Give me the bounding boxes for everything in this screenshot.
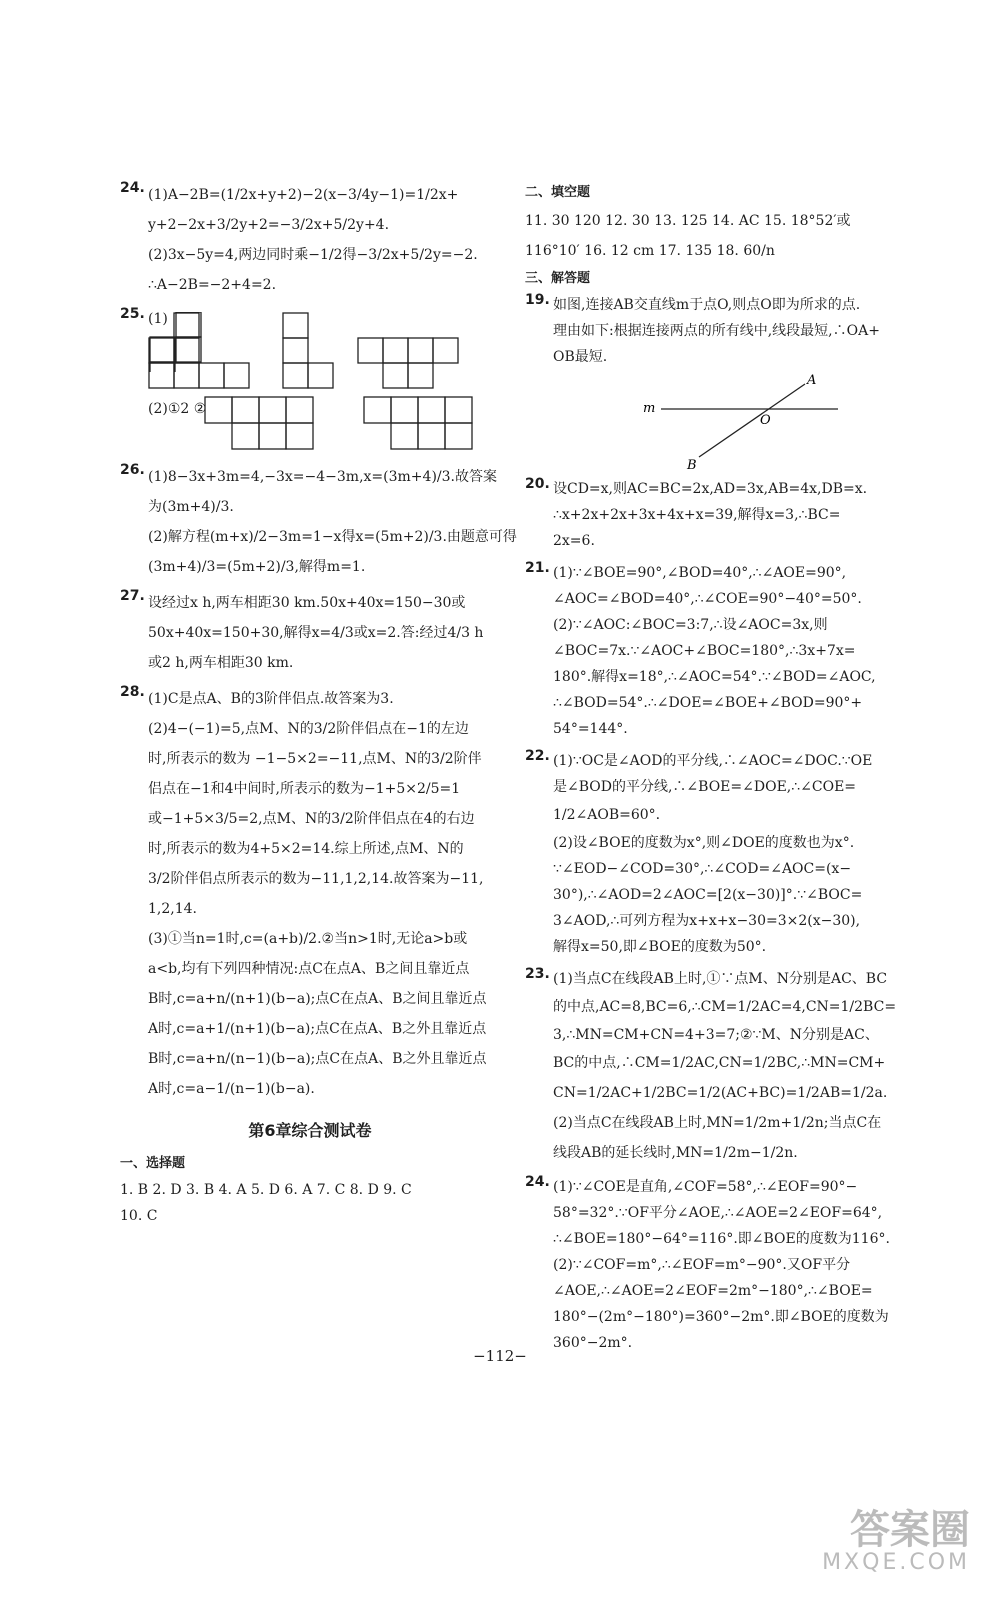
- question-25: [120, 306, 500, 456]
- answer-line: A时,c=a−1/(n−1)(b−a).: [148, 1081, 315, 1097]
- question-24-left: [120, 180, 500, 300]
- section-heading-fill: 二、填空题: [525, 185, 591, 200]
- answer-line: 时,所表示的数为 −1−5×2=−11,点M、N的3/2阶伴: [148, 751, 482, 767]
- answer-line: ∴∠BOD=54°.∴∠DOE=∠BOE+∠BOD=90°+: [553, 695, 863, 711]
- answer-line: 理由如下:根据连接两点的所有线中,线段最短,∴OA+: [553, 323, 880, 339]
- question-26: [120, 462, 517, 582]
- question-number: 22.: [525, 748, 550, 764]
- page-number: −112−: [473, 1347, 527, 1365]
- answer-line: 30°),∴∠AOD=2∠AOC=[2(x−30)]°.∵∠BOC=: [553, 887, 863, 903]
- answer-line: (1)8−3x+3m=4,−3x=−4−3m,x=(3m+4)/3.故答案: [148, 469, 497, 485]
- answer-line: 为(3m+4)/3.: [148, 499, 234, 515]
- answer-line: OB最短.: [553, 349, 608, 365]
- label-a: A: [807, 373, 817, 388]
- answer-line: A时,c=a+1/(n+1)(b−a);点C在点A、B之外且靠近点: [148, 1021, 487, 1037]
- question-number: 25.: [120, 306, 145, 322]
- label-m: m: [643, 401, 656, 416]
- answer-line: 180°.解得x=18°,∴∠AOC=54°.∵∠BOD=∠AOC,: [553, 669, 876, 685]
- answer-line: ∠AOE,∴∠AOE=2∠EOF=2m°−180°,∴∠BOE=: [553, 1283, 873, 1299]
- answer-line: y+2−2x+3/2y+2=−3/2x+5/2y+4.: [148, 217, 390, 233]
- answer-line: a<b,均有下列四种情况:点C在点A、B之间且靠近点: [148, 961, 470, 977]
- question-number: 20.: [525, 476, 550, 492]
- question-23: [525, 966, 900, 1168]
- question-19: [525, 292, 900, 470]
- answer-line: (1)∵OC是∠AOD的平分线,∴∠AOC=∠DOC.∵OE: [553, 753, 873, 769]
- question-number: 21.: [525, 560, 550, 576]
- question-24-right: [525, 1174, 900, 1356]
- answer-line: 线段AB的延长线时,MN=1/2m−1/2n.: [553, 1145, 798, 1161]
- question-28: [120, 684, 500, 1104]
- answer-line: ∠AOC=∠BOD=40°,∴∠COE=90°−40°=50°.: [553, 591, 862, 607]
- question-number: 24.: [525, 1174, 550, 1190]
- answer-line: (2)∵∠COF=m°,∴∠EOF=m°−90°.又OF平分: [553, 1257, 851, 1273]
- section-heading-choice: 一、选择题: [120, 1156, 186, 1171]
- answer-line: (1)∵∠COE是直角,∠COF=58°,∴∠EOF=90°−: [553, 1179, 858, 1195]
- choice-answers-line: 10. C: [120, 1208, 158, 1224]
- answer-line: ∠BOC=7x.∵∠AOC+∠BOC=180°,∴3x+7x=: [553, 643, 856, 659]
- left-column: [120, 180, 517, 1229]
- question-number: 23.: [525, 966, 550, 982]
- answer-line: 的中点,AC=8,BC=6,∴CM=1/2AC=4,CN=1/2BC=: [553, 999, 897, 1015]
- answer-line: 时,所表示的数为4+5×2=14.综上所述,点M、N的: [148, 841, 464, 857]
- answer-line: 180°−(2m°−180°)=360°−2m°.即∠BOE的度数为: [553, 1309, 889, 1325]
- answer-line: 2x=6.: [553, 533, 595, 549]
- answer-line: 如图,连接AB交直线m于点O,则点O即为所求的点.: [553, 297, 861, 313]
- label-o: O: [760, 413, 771, 428]
- answer-line: CN=1/2AC+1/2BC=1/2(AC+BC)=1/2AB=1/2a.: [553, 1085, 888, 1101]
- answer-line: (2)4−(−1)=5,点M、N的3/2阶伴侣点在−1的左边: [148, 721, 469, 737]
- fill-answers-line: 11. 30 120 12. 30 13. 125 14. AC 15. 18°52′或: [525, 213, 851, 229]
- question-20: [525, 476, 900, 554]
- answer-line: 是∠BOD的平分线,∴∠BOE=∠DOE,∴∠COE=: [553, 779, 857, 795]
- choice-answers-line: 1. B 2. D 3. B 4. A 5. D 6. A 7. C 8. D 9. C: [120, 1182, 412, 1198]
- answer-line: (1)A−2B=(1/2x+y+2)−2(x−3/4y−1)=1/2x+: [148, 187, 459, 203]
- answer-line: (1)C是点A、B的3阶伴侣点.故答案为3.: [148, 691, 394, 707]
- answer-line: 1/2∠AOB=60°.: [553, 807, 661, 823]
- line-m-figure: [633, 372, 893, 470]
- question-22: [525, 748, 900, 960]
- answer-line: 设CD=x,则AC=BC=2x,AD=3x,AB=4x,DB=x.: [553, 481, 868, 497]
- answer-line: 3,∴MN=CM+CN=4+3=7;②∵M、N分别是AC、: [553, 1027, 879, 1043]
- answer-line: 3∠AOD,∴可列方程为x+x+x−30=3×2(x−30),: [553, 913, 861, 929]
- answer-line: (1)∵∠BOE=90°,∠BOD=40°,∴∠AOE=90°,: [553, 565, 847, 581]
- answer-line: ∴x+2x+2x+3x+4x+x=39,解得x=3,∴BC=: [553, 507, 841, 523]
- answer-line: 54°=144°.: [553, 721, 628, 737]
- question-number: 28.: [120, 684, 145, 700]
- answer-line: 360°−2m°.: [553, 1335, 633, 1351]
- answer-line: (2)∵∠AOC:∠BOC=3:7,∴设∠AOC=3x,则: [553, 617, 828, 633]
- section-heading-solve: 三、解答题: [525, 271, 591, 286]
- answer-line: (1): [148, 311, 168, 327]
- answer-line: (1)当点C在线段AB上时,①∵点M、N分别是AC、BC: [553, 971, 888, 987]
- fill-answers-line: 116°10′ 16. 12 cm 17. 135 18. 60/n: [525, 243, 775, 259]
- part-2-row: [148, 396, 500, 456]
- answer-line: (2)设∠BOE的度数为x°,则∠DOE的度数也为x°.: [553, 835, 855, 851]
- answer-line: (2)3x−5y=4,两边同时乘−1/2得−3/2x+5/2y=−2.: [148, 247, 478, 263]
- answer-line: ∴∠BOE=180°−64°=116°.即∠BOE的度数为116°.: [553, 1231, 890, 1247]
- right-column: [525, 180, 900, 1362]
- answer-line: 设经过x h,两车相距30 km.50x+40x=150−30或: [148, 595, 466, 611]
- views-row-2: [204, 396, 504, 450]
- answer-line: (2)解方程(m+x)/2−3m=1−x得x=(5m+2)/3.由题意可得: [148, 529, 517, 545]
- question-number: 26.: [120, 462, 145, 478]
- answer-line: B时,c=a+n/(n−1)(b−a);点C在点A、B之外且靠近点: [148, 1051, 487, 1067]
- answer-line: (2)①2 ②: [148, 401, 207, 417]
- watermark-logo: 答案圈: [850, 1507, 970, 1553]
- watermark: [822, 1507, 970, 1575]
- question-number: 19.: [525, 292, 550, 308]
- question-21: [525, 560, 900, 742]
- answer-line: 或−1+5×3/5=2,点M、N的3/2阶伴侣点在4的右边: [148, 811, 475, 827]
- answer-line: 侣点在−1和4中间时,所表示的数为−1+5×2/5=1: [148, 781, 461, 797]
- answer-line: 1,2,14.: [148, 901, 197, 917]
- answer-line: 或2 h,两车相距30 km.: [148, 655, 294, 671]
- question-number: 24.: [120, 180, 145, 196]
- answer-line: B时,c=a+n/(n+1)(b−a);点C在点A、B之间且靠近点: [148, 991, 487, 1007]
- question-number: 27.: [120, 588, 145, 604]
- answer-line: 50x+40x=150+30,解得x=4/3或x=2.答:经过4/3 h: [148, 625, 484, 641]
- answer-line: (2)当点C在线段AB上时,MN=1/2m+1/2n;当点C在: [553, 1115, 882, 1131]
- question-27: [120, 588, 500, 678]
- answer-line: BC的中点,∴CM=1/2AC,CN=1/2BC,∴MN=CM+: [553, 1055, 886, 1071]
- answer-line: 解得x=50,即∠BOE的度数为50°.: [553, 939, 767, 955]
- chapter-title: 第6章综合测试卷: [248, 1121, 372, 1140]
- label-b: B: [687, 458, 697, 470]
- answer-line: (3m+4)/3=(5m+2)/3,解得m=1.: [148, 559, 366, 575]
- answer-line: (3)①当n=1时,c=(a+b)/2.②当n>1时,无论a>b或: [148, 931, 468, 947]
- answer-line: ∵∠EOD−∠COD=30°,∴∠COD=∠AOC=(x−: [553, 861, 852, 877]
- answer-line: ∴A−2B=−2+4=2.: [148, 277, 277, 293]
- answer-line: 58°=32°.∵OF平分∠AOE,∴∠AOE=2∠EOF=64°,: [553, 1205, 883, 1221]
- watermark-url: MXQE.COM: [822, 1550, 970, 1575]
- answer-line: 3/2阶伴侣点所表示的数为−11,1,2,14.故答案为−11,: [148, 871, 484, 887]
